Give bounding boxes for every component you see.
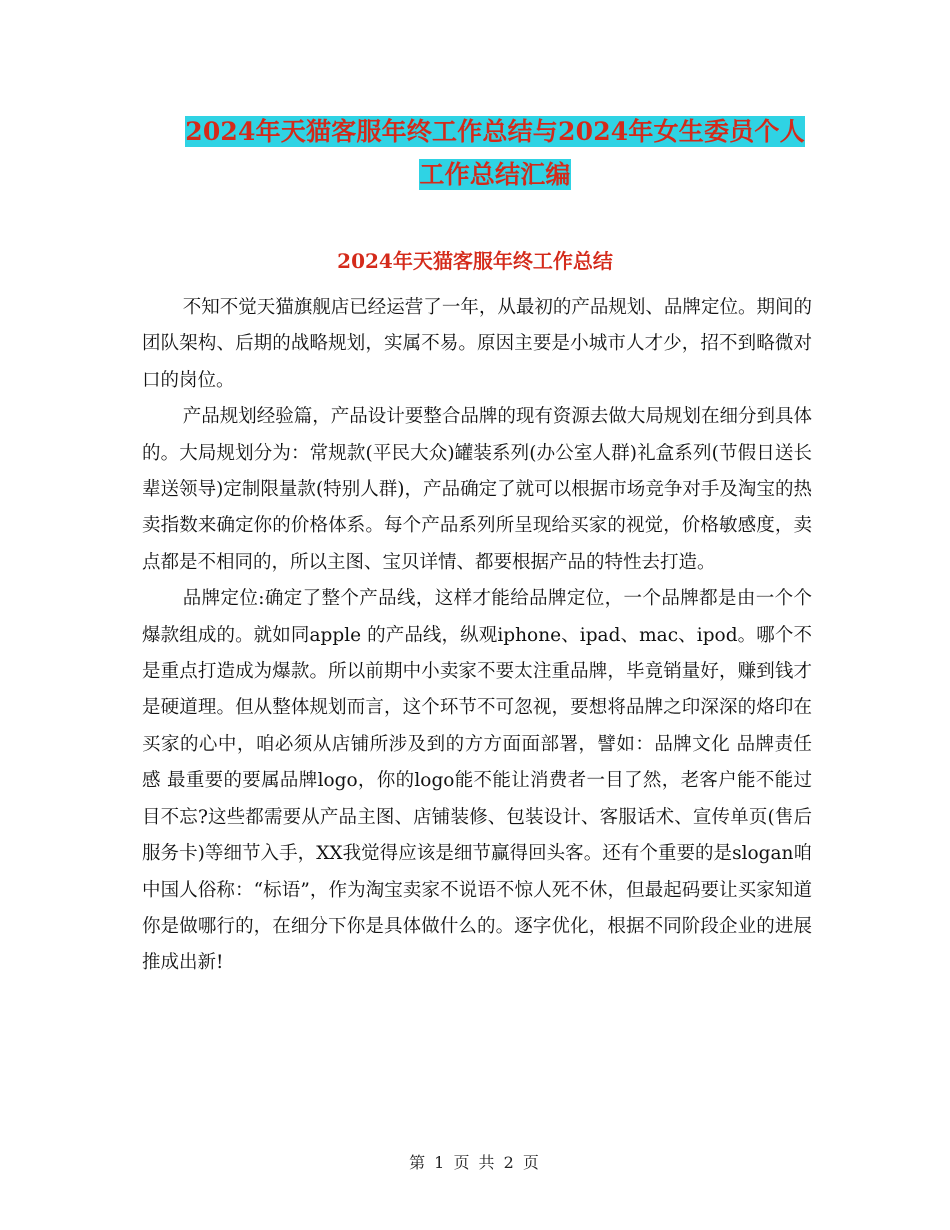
document-body <box>142 290 812 982</box>
document-title <box>140 110 850 196</box>
paragraph-2: 产品规划经验篇，产品设计要整合品牌的现有资源去做大局规划在细分到具体的。大局规划分为：常规款(平民大众)罐装系列(办公室人群)礼盒系列(节假日送长辈送领导)定制限量款(特别人群)，产品确定了就可以根据市场竞争对手及淘宝的热卖指数来确定你的价格体系。每个产品系列所呈现给买家的视觉，价格敏感度，卖点都是不相同的，所以主图、宝贝详情、都要根据产品的特性去打造。 <box>142 406 812 573</box>
document-title-line-1: 2024年天猫客服年终工作总结与2024年女生委员个人 <box>185 117 805 146</box>
paragraph-3: 品牌定位:确定了整个产品线，这样才能给品牌定位，一个品牌都是由一个个爆款组成的。就如同apple 的产品线，纵观iphone、ipad、mac、ipod。哪个不是重点打造成为爆款。所以前期中小卖家不要太注重品牌，毕竟销量好，赚到钱才是硬道理。但从整体规划而言，这个环节不可忽视，要想将品牌之印深深的烙印在买家的心中，咱必须从店铺所涉及到的方方面面部署，譬如：品牌文化 品牌责任感 最重要的要属品牌logo，你的logo能不能让消费者一目了然，老客户能不能过目不忘?这些都需要从产品主图、店铺装修、包装设计、客服话术、宣传单页(售后服务卡)等细节入手，XX我觉得应该是细节赢得回头客。还有个重要的是slogan咱中国人俗称：“标语”，作为淘宝卖家不说语不惊人死不休，但最起码要让买家知道你是做哪行的，在细分下你是具体做什么的。逐字优化，根据不同阶段企业的进展推成出新! <box>142 588 812 974</box>
section-title: 2024年天猫客服年终工作总结 <box>337 249 613 273</box>
page-footer: 第 1 页 共 2 页 <box>409 1153 541 1172</box>
document-title-line-2: 工作总结汇编 <box>419 160 571 189</box>
paragraph-1: 不知不觉天猫旗舰店已经运营了一年，从最初的产品规划、品牌定位。期间的团队架构、后期的战略规划，实属不易。原因主要是小城市人才少，招不到略微对口的岗位。 <box>142 297 812 391</box>
